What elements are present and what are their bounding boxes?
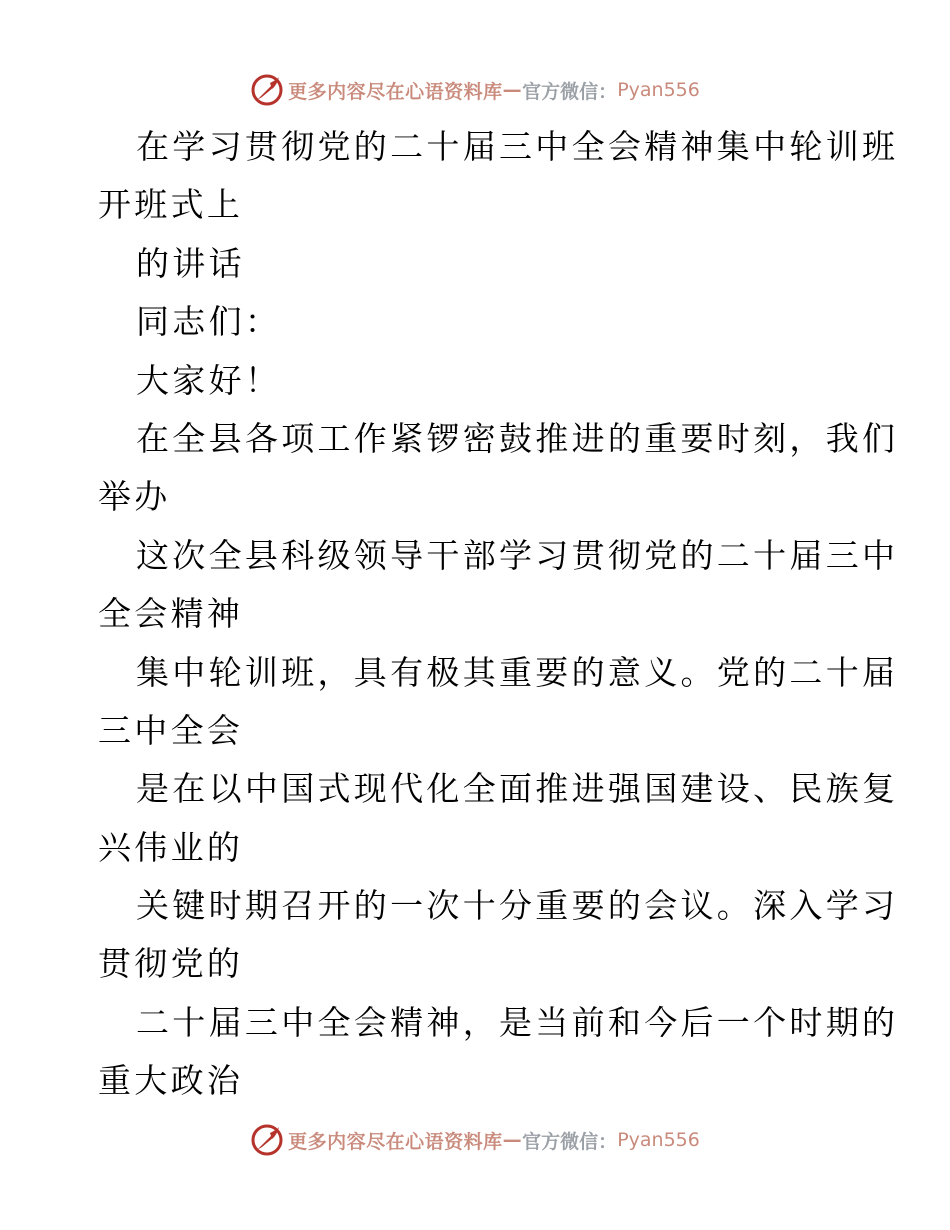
text-line: 是在以中国式现代化全面推进强国建设、民族复 (136, 769, 899, 809)
text-line: 在学习贯彻党的二十届三中全会精神集中轮训班 (136, 127, 899, 166)
page-header-watermark (0, 70, 950, 110)
text-line: 贯彻党的 (98, 944, 244, 984)
text-line: 大家好！ (136, 360, 282, 400)
document-body (98, 118, 899, 1111)
page-footer-watermark (0, 1120, 950, 1160)
text-line: 二十届三中全会精神，是当前和今后一个时期的 (136, 1002, 899, 1042)
header-dash: — (502, 79, 523, 101)
text-line: 重大政治 (98, 1061, 244, 1101)
text-line: 三中全会 (98, 710, 244, 750)
header-wechat-label: 官方微信： (522, 80, 618, 103)
text-line: 集中轮训班，具有极其重要的意义。党的二十届 (136, 652, 899, 692)
text-line: 全会精神 (98, 594, 244, 634)
footer-contact-id: Pyan556 (617, 1129, 700, 1151)
text-line: 兴伟业的 (98, 827, 244, 867)
text-line: 开班式上 (98, 185, 244, 225)
quill-logo-icon (250, 73, 284, 107)
text-line: 的讲话 (136, 243, 245, 283)
text-line: 关键时期召开的一次十分重要的会议。深入学习 (136, 886, 899, 926)
header-contact-id: Pyan556 (617, 79, 700, 101)
text-line: 举办 (98, 477, 171, 517)
footer-dash: — (502, 1129, 523, 1151)
footer-brand-text: 更多内容尽在心语资料库 (288, 1130, 503, 1153)
text-line: 在全县各项工作紧锣密鼓推进的重要时刻，我们 (136, 418, 899, 458)
quill-logo-icon (250, 1123, 284, 1157)
footer-wechat-label: 官方微信： (522, 1130, 618, 1153)
text-line: 同志们： (136, 302, 282, 342)
text-line: 这次全县科级领导干部学习贯彻党的二十届三中 (136, 535, 899, 575)
header-brand-text: 更多内容尽在心语资料库 (288, 80, 503, 103)
